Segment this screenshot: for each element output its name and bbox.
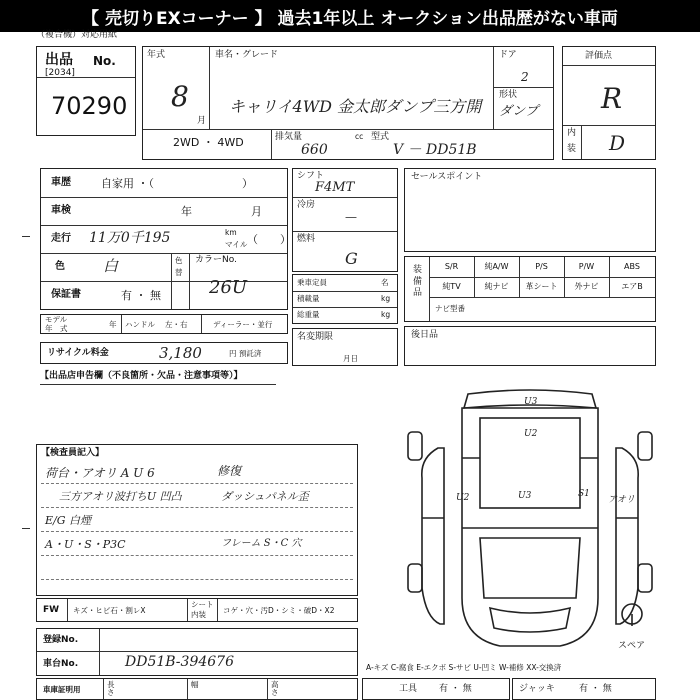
recycle-unit: 円 預託済 [229,349,262,358]
main-info-box [142,46,554,160]
color-value: 白 [103,257,119,275]
mark-u2-bed: U2 [524,429,538,439]
load-label: 積載量 [297,294,320,303]
cert-long: 長さ [107,680,115,697]
mark-aori: アオリ [608,495,635,505]
model-year-unit: 年 [109,320,117,329]
subheader: （複合機）対応用紙 [36,30,118,40]
model-label: 車名・グレード [215,50,279,60]
door-label: ドア [499,50,517,60]
mileage-label: 走行 [51,233,71,244]
drive-options: 2WD ・ 4WD [173,136,244,149]
banner [0,0,700,32]
inspector-line-2: 三方アオリ波打ちU 凹凸 [59,490,182,503]
interior-label-1: 内 [567,128,577,138]
inspector-right-3: フレーム S・C 穴 [221,538,302,549]
shape-value: ダンプ [499,104,539,119]
seat-text: コゲ・穴・汚D・シミ・破D・X2 [223,606,335,615]
spec-box [292,168,398,272]
inspector-line-1: 荷台・アオリ A U 6 [45,466,155,480]
equipment-label: 装備品 [413,265,423,299]
tools-value: 有 ・ 無 [439,684,472,694]
interior-value: D [609,131,626,155]
chassis-label: 車台No. [43,659,79,669]
capacity-box [292,274,398,324]
cert-height: 高さ [271,680,279,697]
year-label: 年式 [147,50,166,60]
recycle-box [40,342,288,364]
lot-label: 出品 [45,52,73,68]
warranty-label: 保証書 [51,289,81,300]
seat-label-2: 内装 [191,610,206,619]
model-value: キャリイ4WD 金太郎ダンプ三方開 [229,97,482,116]
warranty-value: 有 ・ 無 [121,289,161,302]
weight-label: 総重量 [297,310,320,319]
shift-label: シフト [297,171,325,181]
fw-label: FW [43,605,60,615]
lot-number: 70290 [51,92,128,120]
seat-label-1: シート [191,600,214,609]
reg-label: 登録No. [43,635,79,645]
handle-value: 左・右 [165,320,188,329]
mileage-unit-mile: マイル [225,240,248,249]
type-value: V － DD51B [393,142,477,158]
inspection-label: 車検 [51,205,71,216]
fuel-value: G [345,249,358,268]
displacement-value: 660 [301,142,328,158]
spare-label: スペア [618,641,646,651]
history-value: 自家用 ・（ ） [101,177,253,190]
inspector-label: 【検査員記入】 [41,448,105,458]
inspector-line-3: E/G 白煙 [45,514,92,527]
fw-text: キズ・ヒビ石・割レX [73,606,146,615]
details-box [40,168,291,310]
capacity-label: 乗車定員 [297,278,327,287]
fuel-label: 燃料 [297,234,316,244]
fw-box [36,598,358,622]
equip-ext-navi: 外ナビ [574,282,599,291]
repaint-label-1: 色 [175,256,183,265]
cert-box [36,678,358,700]
banner-text: 【 売切りEXコーナー 】 過去1年以上 オークション出品歴がない車両 [82,8,618,29]
displacement-label: 排気量 [275,132,303,142]
equipment-box [404,256,656,322]
shape-label: 形状 [499,90,518,100]
interior-label-2: 装 [567,144,577,154]
inspector-line-4: A・U・S・P3C [45,538,126,551]
tools-box [362,678,510,700]
cert-label: 車庫証明用 [43,685,81,694]
type-label: 型式 [371,132,390,142]
equip-airbag: エアB [621,282,643,291]
mark-s1-right: S1 [578,489,590,499]
recycle-label: リサイクル料金 [47,348,109,358]
equip-leather: 革シート [525,282,558,291]
year-unit: 月 [197,116,207,126]
inspection-month: 月 [251,205,262,218]
score-value: R [601,82,623,115]
inspector-right-1: 修復 [217,464,242,478]
model-year-label-1: モデル [45,315,68,324]
repaint-label-2: 替 [175,268,183,277]
navi-model-label: ナビ型番 [435,304,465,313]
mileage-value: 11万0千195 [89,230,171,246]
equip-aw: 純A/W [484,262,509,271]
legend: A-キズ C-腐食 E-エクボ S-サビ U-凹ミ W-補修 XX-交換済 [366,663,562,672]
ac-value: — [345,210,357,224]
lot-small-number: [2034] [45,68,75,78]
score-label: 評価点 [585,51,613,61]
vehicle-diagram [400,388,660,658]
equip-navi: 純ナビ [484,282,509,291]
inspection-year: 年 [181,205,192,218]
name-change-box [292,328,398,366]
mileage-paren: （ ） [247,233,291,246]
recycle-value: 3,180 [159,344,202,362]
history-label: 車歴 [51,177,71,188]
model-year-box [40,314,288,334]
name-change-unit: 月日 [343,354,358,363]
score-box [562,46,656,160]
equip-abs: ABS [624,262,640,271]
reg-box [36,628,358,676]
lot-box [36,46,136,136]
equip-tv: 純TV [442,282,461,291]
after-label: 後日品 [411,330,439,340]
jack-value: 有 ・ 無 [579,684,612,694]
mark-u2-left: U2 [456,493,470,503]
color-code-value: 26U [209,277,248,298]
equip-sr: S/R [444,262,459,271]
model-year-label-2: 年 式 [45,324,68,333]
ac-label: 冷房 [297,200,316,210]
chassis-value: DD51B-394676 [125,654,234,670]
mark-u3-center: U3 [518,491,532,501]
tools-label: 工具 [399,684,418,694]
lot-no-label: No. [93,54,116,68]
equip-ps: P/S [535,262,548,271]
door-value: 2 [521,70,529,84]
sales-point-label: セールスポイント [411,172,483,182]
equip-pw: P/W [578,262,595,271]
weight-unit: kg [381,310,391,319]
mileage-unit-km: km [225,228,237,237]
name-change-label: 名変期限 [297,332,334,342]
inspector-box [36,444,358,596]
notes-header: 【出品店申告欄（不良箇所・欠品・注意事項等）】 [40,371,243,381]
shift-value: F4MT [315,180,355,195]
jack-label: ジャッキ [519,684,555,694]
dealer-label: ディーラー・並行 [213,320,273,329]
after-box [404,326,656,366]
year-value: 8 [171,80,189,113]
displacement-cc: cc [355,132,364,141]
inspector-right-2: ダッシュパネル歪 [221,490,309,503]
handle-label: ハンドル [125,320,155,329]
cert-width: 幅 [191,680,199,689]
load-unit: kg [381,294,391,303]
color-code-label: カラーNo. [195,255,237,265]
mark-u3-top: U3 [524,397,538,407]
jack-box [512,678,656,700]
color-label: 色 [55,261,65,272]
sales-point-box [404,168,656,252]
capacity-unit: 名 [381,278,389,287]
